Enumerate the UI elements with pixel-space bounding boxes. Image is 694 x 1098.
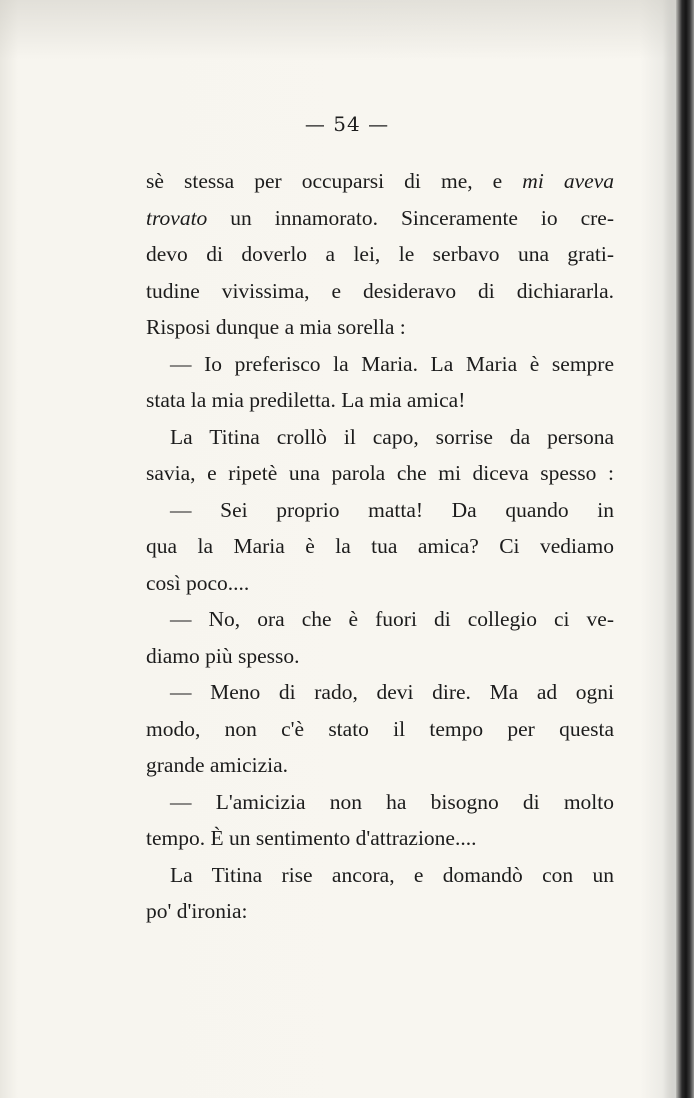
text-line-6: — Io preferisco la Maria. La Maria è sempre	[170, 351, 614, 376]
text-line-1: sè stessa per occuparsi di me, e mi aveva	[146, 169, 614, 193]
text-line-13: — No, ora che è fuori di collegio ci ve-	[170, 607, 614, 631]
book-binding-edge	[676, 0, 694, 1098]
text-line-3: devo di doverlo a lei, le serbavo una grati-	[146, 242, 614, 266]
text-line-14: diamo più spesso.	[146, 643, 300, 668]
text-line-16: modo, non c'è stato il tempo per questa	[146, 716, 614, 741]
text-line-20: La Titina rise ancora, e domandò con un	[170, 862, 614, 887]
text-line-18: — L'amicizia non ha bisogno di molto	[170, 789, 614, 814]
italic-phrase: trovato	[146, 205, 208, 230]
text-line-2: trovato un innamorato. Sinceramente io cre-	[146, 205, 614, 230]
text-line-7: stata la mia prediletta. La mia amica!	[146, 388, 466, 412]
text-line-19: tempo. È un sentimento d'attrazione....	[146, 826, 477, 850]
text-line-5: Risposi dunque a mia sorella :	[146, 315, 406, 339]
body-text	[146, 163, 614, 930]
text-line-10: — Sei proprio matta! Da quando in	[170, 497, 614, 522]
scan-shadow-top	[0, 0, 694, 60]
page-edge-shadow	[664, 0, 676, 1098]
text-line-15: — Meno di rado, devi dire. Ma ad ogni	[170, 680, 614, 704]
page-number: — 54 —	[304, 112, 390, 136]
text-line-9: savia, e ripetè una parola che mi diceva spesso :	[146, 461, 614, 485]
text-line-17: grande amicizia.	[146, 753, 289, 777]
text-line-11: qua la Maria è la tua amica? Ci vediamo	[146, 534, 614, 558]
italic-phrase: mi aveva	[522, 169, 614, 193]
text-line-8: La Titina crollò il capo, sorrise da persona	[170, 424, 614, 449]
text-line-12: così poco....	[146, 570, 250, 595]
text-line-21: po' d'ironia:	[146, 899, 248, 923]
text-line-4: tudine vivissima, e desideravo di dichiararla.	[146, 278, 614, 303]
